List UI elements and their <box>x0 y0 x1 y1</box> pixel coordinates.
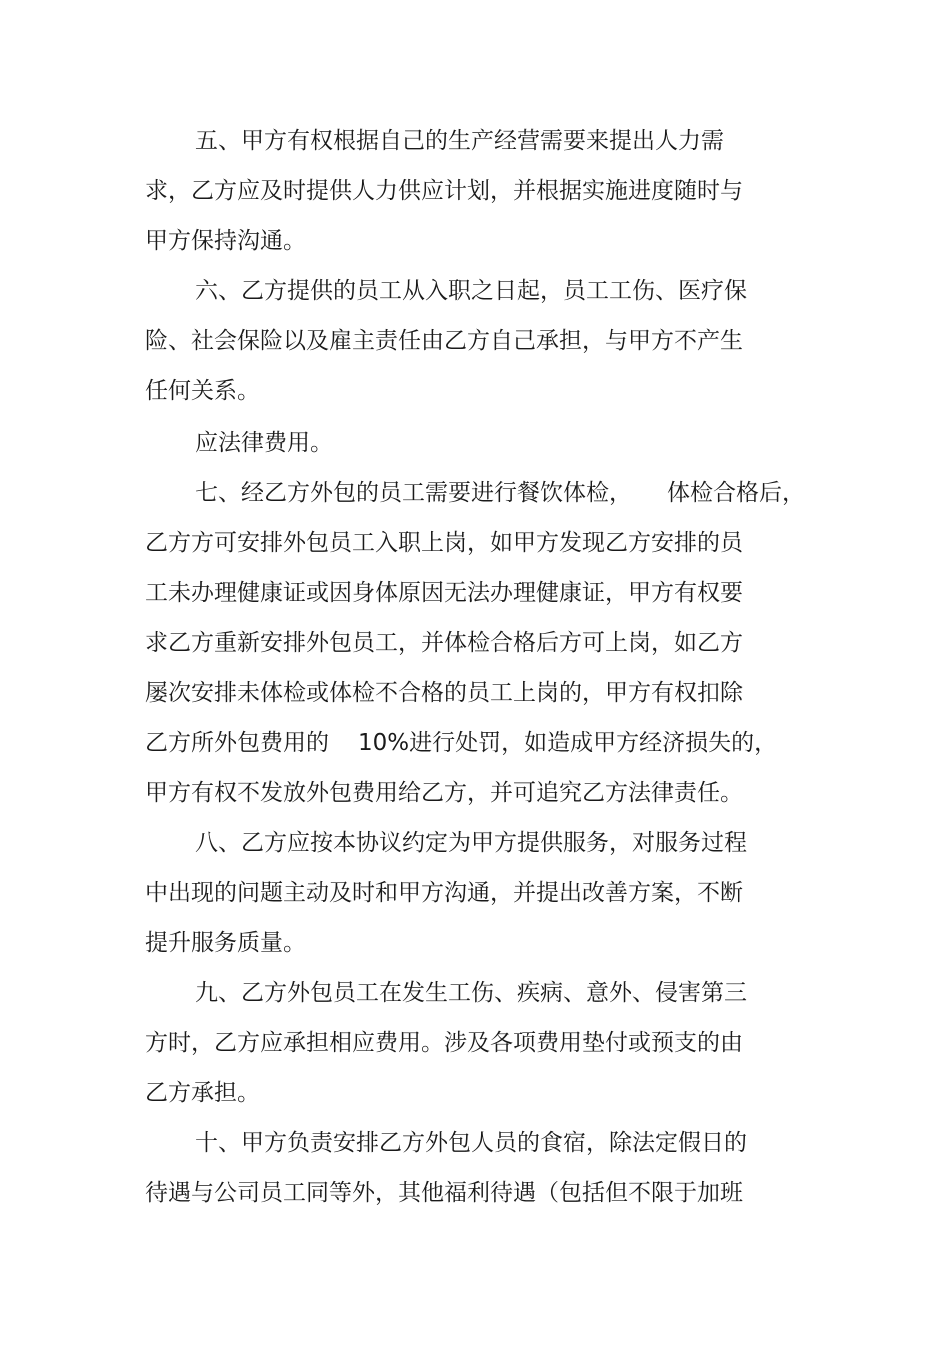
paragraph-7-line-7: 甲方有权不发放外包费用给乙方，并可追究乙方法律责任。 <box>145 780 743 806</box>
paragraph-7-line-4: 求乙方重新安排外包员工，并体检合格后方可上岗，如乙方 <box>145 630 743 656</box>
paragraph-8-line-1: 八、乙方应按本协议约定为甲方提供服务，对服务过程 <box>195 830 747 856</box>
paragraph-6-line-2: 险、社会保险以及雇主责任由乙方自己承担，与甲方不产生 <box>145 328 743 354</box>
paragraph-8-line-3: 提升服务质量。 <box>145 930 306 956</box>
paragraph-7-line-1a: 七、经乙方外包的员工需要进行餐饮体检， <box>195 480 632 506</box>
paragraph-10-line-2: 待遇与公司员工同等外，其他福利待遇（包括但不限于加班 <box>145 1180 743 1206</box>
paragraph-9-line-3: 乙方承担。 <box>145 1080 260 1106</box>
paragraph-5-line-3: 甲方保持沟通。 <box>145 228 306 254</box>
paragraph-10-line-1: 十、甲方负责安排乙方外包人员的食宿，除法定假日的 <box>195 1130 747 1156</box>
paragraph-7-line-2: 乙方方可安排外包员工入职上岗，如甲方发现乙方安排的员 <box>145 530 743 556</box>
paragraph-6-line-3: 任何关系。 <box>145 378 260 404</box>
paragraph-7-line-5: 屡次安排未体检或体检不合格的员工上岗的，甲方有权扣除 <box>145 680 743 706</box>
paragraph-fragment-line: 应法律费用。 <box>195 430 333 456</box>
paragraph-5-line-1: 五、甲方有权根据自己的生产经营需要来提出人力需 <box>195 128 724 154</box>
paragraph-7-line-1b: 体检合格后， <box>667 480 805 506</box>
paragraph-6-line-1: 六、乙方提供的员工从入职之日起，员工工伤、医疗保 <box>195 278 747 304</box>
paragraph-8-line-2: 中出现的问题主动及时和甲方沟通，并提出改善方案，不断 <box>145 880 743 906</box>
paragraph-7-line-6a: 乙方所外包费用的 <box>145 730 329 756</box>
paragraph-9-line-1: 九、乙方外包员工在发生工伤、疾病、意外、侵害第三 <box>195 980 747 1006</box>
paragraph-5-line-2: 求，乙方应及时提供人力供应计划，并根据实施进度随时与 <box>145 178 743 204</box>
paragraph-7-line-3: 工未办理健康证或因身体原因无法办理健康证，甲方有权要 <box>145 580 743 606</box>
paragraph-7-line-6b: 10%进行处罚，如造成甲方经济损失的， <box>358 730 778 756</box>
paragraph-9-line-2: 方时，乙方应承担相应费用。涉及各项费用垫付或预支的由 <box>145 1030 743 1056</box>
